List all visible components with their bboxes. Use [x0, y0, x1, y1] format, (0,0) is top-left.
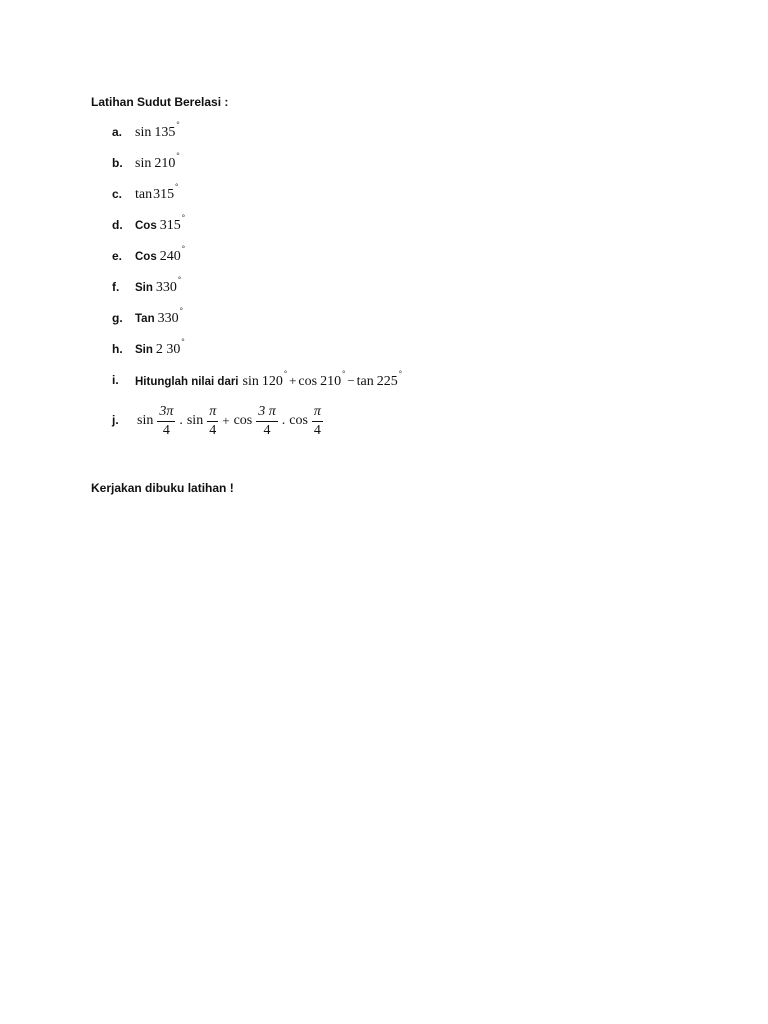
- angle-value: 2 30: [155, 342, 181, 357]
- function-name: cos: [233, 413, 253, 428]
- dot-operator: .: [281, 413, 286, 428]
- degree-symbol: °: [283, 369, 288, 378]
- function-word: Cos: [135, 251, 157, 263]
- item-expression: [135, 369, 402, 390]
- degree-symbol: °: [176, 151, 180, 160]
- fraction-denominator: 4: [209, 422, 217, 438]
- fraction: [256, 405, 278, 438]
- fraction-numerator: π: [312, 405, 323, 422]
- degree-symbol: °: [181, 337, 185, 346]
- plus-operator: +: [289, 373, 297, 388]
- item-letter: c.: [112, 187, 123, 201]
- angle-value: 315: [159, 218, 181, 233]
- function-name: sin: [135, 125, 152, 140]
- item-expression: [135, 213, 185, 234]
- minus-operator: −: [347, 373, 355, 388]
- item-letter: j.: [112, 413, 119, 427]
- fraction: [312, 405, 323, 438]
- angle-value: 210: [154, 156, 176, 171]
- fraction: [157, 405, 175, 438]
- item-letter: i.: [112, 373, 119, 387]
- angle-value: 135: [154, 125, 176, 140]
- function-name: sin: [242, 374, 259, 389]
- exercise-heading: Latihan Sudut Berelasi :: [91, 95, 229, 109]
- angle-value: 240: [159, 249, 181, 264]
- angle-value: 315: [153, 187, 175, 202]
- degree-symbol: °: [177, 275, 182, 284]
- function-word: Tan: [135, 313, 155, 325]
- degree-symbol: °: [398, 369, 402, 378]
- dot-operator: .: [179, 413, 183, 428]
- function-name: sin: [186, 413, 204, 428]
- fraction-denominator: 4: [162, 422, 170, 438]
- fraction-denominator: 4: [313, 422, 321, 438]
- item-letter: f.: [112, 280, 120, 294]
- item-letter: d.: [112, 218, 123, 232]
- degree-symbol: °: [342, 369, 346, 378]
- fraction-numerator: 3 π: [256, 405, 278, 422]
- item-expression: [135, 275, 182, 296]
- angle-value: 330: [155, 280, 177, 295]
- function-word: Sin: [135, 344, 153, 356]
- function-name: tan: [135, 187, 153, 202]
- item-letter: h.: [112, 342, 123, 356]
- degree-symbol: °: [176, 120, 180, 129]
- function-name: cos: [289, 413, 308, 428]
- item-expression: [135, 306, 183, 327]
- item-letter: e.: [112, 249, 123, 263]
- item-expression: [135, 244, 185, 265]
- fraction-expression: [135, 401, 325, 441]
- item-expression: [135, 120, 180, 141]
- function-name: cos: [298, 374, 318, 389]
- footer-instruction: Kerjakan dibuku latihan !: [91, 481, 234, 495]
- angle-value: 330: [157, 311, 179, 326]
- angle-value: 210: [320, 374, 342, 389]
- prompt-text: Hitunglah nilai dari: [135, 376, 239, 388]
- function-word: Cos: [135, 220, 157, 232]
- item-letter: b.: [112, 156, 123, 170]
- item-letter: a.: [112, 125, 123, 139]
- fraction: [207, 405, 218, 438]
- degree-symbol: °: [175, 182, 179, 191]
- function-name: sin: [137, 413, 154, 428]
- plus-operator: +: [222, 413, 230, 428]
- fraction-numerator: 3π: [157, 405, 175, 422]
- angle-value: 120: [261, 374, 283, 389]
- function-word: Sin: [135, 282, 153, 294]
- degree-symbol: °: [179, 306, 183, 315]
- item-letter: g.: [112, 311, 123, 325]
- item-expression: [135, 182, 179, 203]
- function-name: tan: [356, 374, 374, 389]
- degree-symbol: °: [181, 244, 185, 253]
- item-expression: [135, 151, 180, 172]
- fraction-denominator: 4: [263, 422, 271, 438]
- angle-value: 225: [376, 374, 398, 389]
- fraction-numerator: π: [207, 405, 218, 422]
- function-name: sin: [135, 156, 152, 171]
- degree-symbol: °: [181, 213, 185, 222]
- item-expression: [135, 337, 185, 358]
